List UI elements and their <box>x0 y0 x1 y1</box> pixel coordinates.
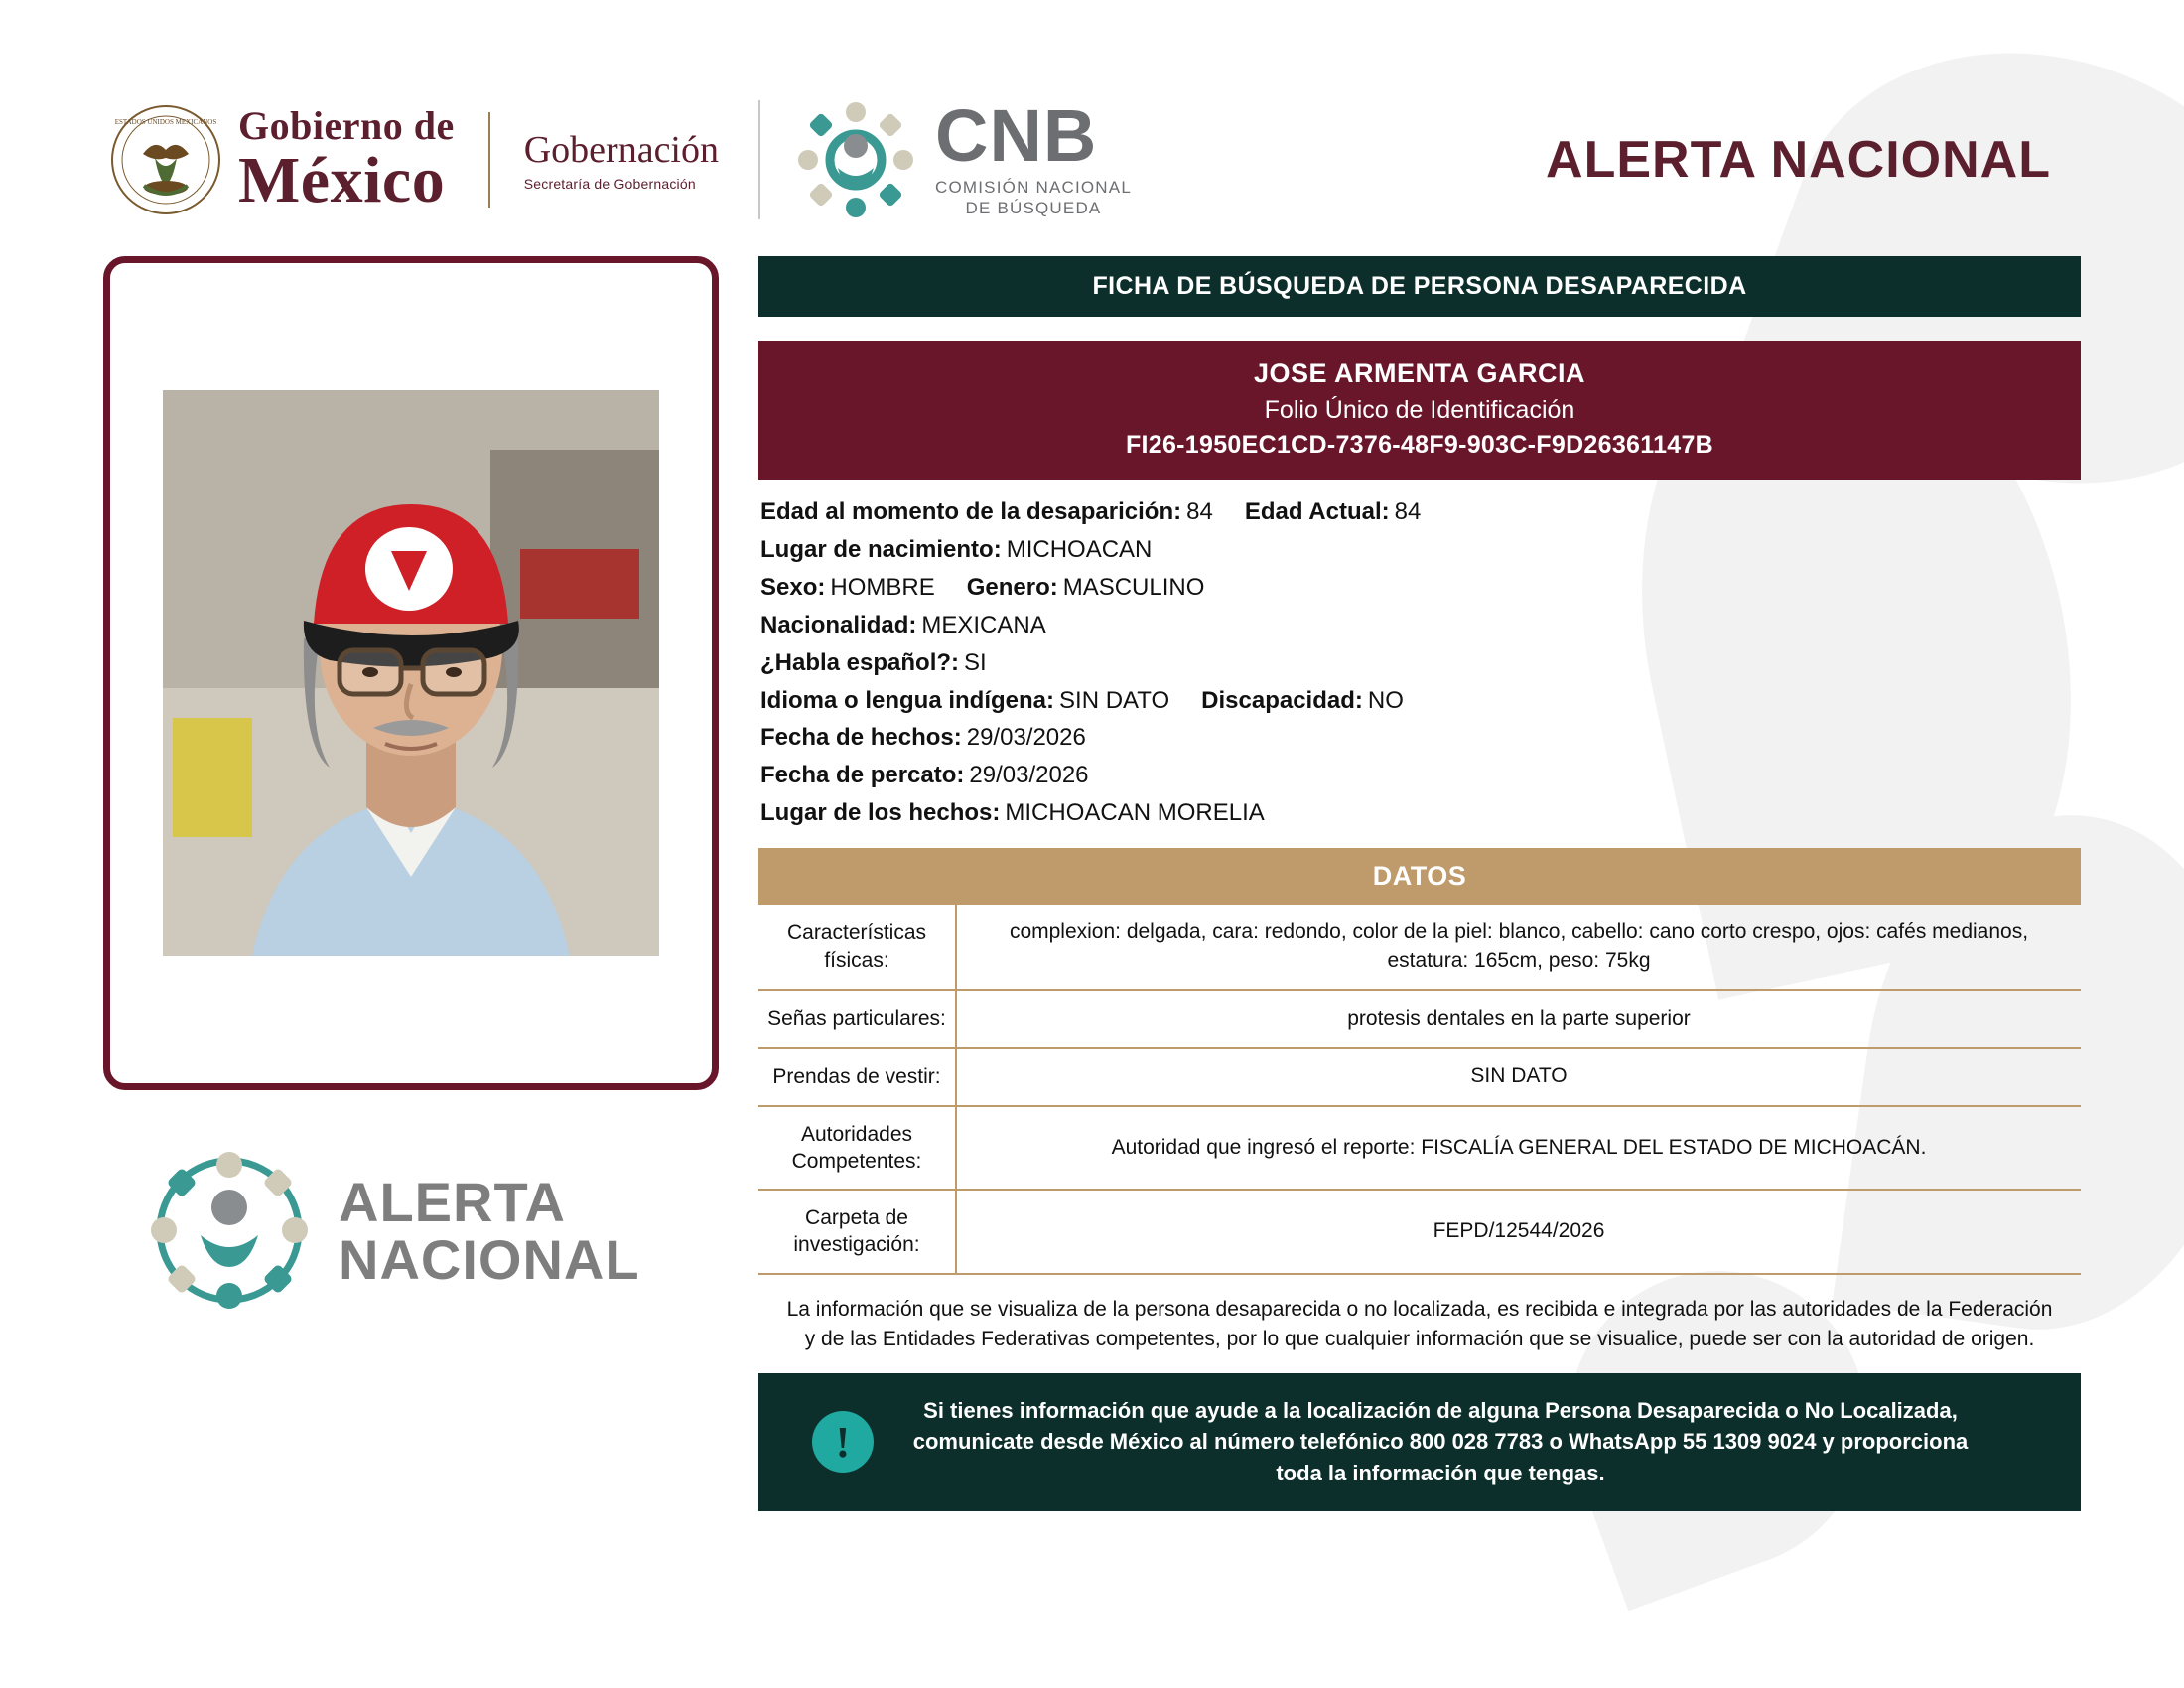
sheet-body <box>103 256 2081 1511</box>
mexico-label: México <box>238 144 446 216</box>
field-row-fecha-percato <box>760 757 2081 794</box>
disclaimer-text: La información que se visualiza de la persona desaparecida o no localizada, es recibida e integrada por las autoridades de la Federación y de las Entidades Federativas competentes, por lo que cualquier información que se visualice, puede ser con la autoridad de origen. <box>786 1297 2053 1351</box>
row-value-caracteristicas-fisicas: complexion: delgada, cara: redondo, color de la piel: blanco, cabello: cano corto crespo, ojos: cafés medianos, estatura: 165cm, peso: 75kg <box>956 905 2081 990</box>
contact-banner <box>758 1373 2081 1512</box>
row-value-carpeta-investigacion: FEPD/12544/2026 <box>956 1190 2081 1274</box>
row-label-prendas-de-vestir: Prendas de vestir: <box>758 1048 956 1105</box>
gobernacion-logo <box>524 128 719 192</box>
alerta-logo-line2: NACIONAL <box>339 1227 640 1291</box>
cnb-name-line2: DE BÚSQUEDA <box>965 199 1102 218</box>
edad-actual-label: Edad Actual: <box>1244 498 1390 525</box>
table-row <box>758 905 2081 990</box>
datos-table <box>758 905 2081 1275</box>
table-row <box>758 990 2081 1048</box>
lugar-nacimiento-value: MICHOACAN <box>1006 535 1153 563</box>
header-divider-2 <box>758 100 760 219</box>
genero-label: Genero: <box>966 573 1058 601</box>
right-column <box>758 256 2081 1511</box>
page-header <box>103 85 2081 234</box>
row-value-autoridades-competentes: Autoridad que ingresó el reporte: FISCALÍA GENERAL DEL ESTADO DE MICHOACÁN. <box>956 1106 2081 1191</box>
field-row-nacionalidad <box>760 607 2081 644</box>
field-row-idioma-discapacidad <box>760 682 2081 720</box>
field-row-sexo-genero <box>760 569 2081 607</box>
edad-desaparicion-value: 84 <box>1186 498 1213 525</box>
edad-desaparicion-label: Edad al momento de la desaparición: <box>760 498 1182 525</box>
person-name: JOSE ARMENTA GARCIA <box>1253 358 1585 388</box>
habla-espanol-label: ¿Habla español?: <box>760 648 960 676</box>
datos-section-header: DATOS <box>758 848 2081 905</box>
lugar-hechos-label: Lugar de los hechos: <box>760 799 1001 827</box>
left-column <box>103 256 719 1511</box>
gobierno-label: Gobierno de <box>238 103 455 148</box>
header-divider-1 <box>488 112 490 208</box>
row-value-senas-particulares: protesis dentales en la parte superior <box>956 990 2081 1048</box>
field-row-habla-espanol <box>760 644 2081 682</box>
field-row-lugar-hechos <box>760 794 2081 832</box>
nacionalidad-value: MEXICANA <box>921 611 1046 638</box>
fecha-hechos-label: Fecha de hechos: <box>760 724 962 752</box>
alerta-emblem-icon <box>143 1144 317 1318</box>
table-row <box>758 1190 2081 1274</box>
gobernacion-label: Gobernación <box>523 129 719 171</box>
nacionalidad-label: Nacionalidad: <box>760 611 917 638</box>
gobernacion-sublabel: Secretaría de Gobernación <box>523 176 696 192</box>
table-row <box>758 1048 2081 1105</box>
idioma-label: Idioma o lengua indígena: <box>760 686 1055 714</box>
person-fields <box>758 493 2081 832</box>
lugar-nacimiento-label: Lugar de nacimiento: <box>760 535 1002 563</box>
fecha-percato-label: Fecha de percato: <box>760 762 965 789</box>
habla-espanol-value: SI <box>964 648 987 676</box>
discapacidad-value: NO <box>1367 686 1404 714</box>
fecha-percato-value: 29/03/2026 <box>969 762 1089 789</box>
folio-value: FI26-1950EC1CD-7376-48F9-903C-F9D26361147B <box>1125 431 1714 459</box>
cnb-name-line1: COMISIÓN NACIONAL <box>935 177 1132 197</box>
mexican-eagle-seal-icon <box>103 102 228 217</box>
table-row <box>758 1106 2081 1191</box>
missing-person-photo <box>163 390 659 956</box>
row-value-prendas-de-vestir: SIN DATO <box>956 1048 2081 1105</box>
sexo-label: Sexo: <box>760 573 826 601</box>
ficha-title-banner: FICHA DE BÚSQUEDA DE PERSONA DESAPARECIDA <box>758 256 2081 317</box>
row-label-autoridades-competentes: Autoridades Competentes: <box>758 1106 956 1191</box>
exclamation-icon: ! <box>812 1411 874 1473</box>
cnb-acronym: CNB <box>935 93 1098 177</box>
sexo-value: HOMBRE <box>830 573 935 601</box>
field-row-edad <box>760 493 2081 531</box>
lugar-hechos-value: MICHOACAN MORELIA <box>1005 799 1265 827</box>
edad-actual-value: 84 <box>1394 498 1422 525</box>
photo-frame <box>103 256 719 1090</box>
contact-text: Si tienes información que ayude a la localización de alguna Persona Desaparecida o No Localizada, comunicate desde México al número telefónico 800 028 7783 o WhatsApp 55 1309 9024 y proporciona toda la información que tengas. <box>912 1397 1969 1486</box>
discapacidad-label: Discapacidad: <box>1201 686 1363 714</box>
alerta-nacional-heading: ALERTA NACIONAL <box>1546 131 2051 189</box>
fecha-hechos-value: 29/03/2026 <box>966 724 1086 752</box>
gobierno-de-mexico-logo <box>103 102 455 217</box>
idioma-value: SIN DATO <box>1059 686 1170 714</box>
row-label-senas-particulares: Señas particulares: <box>758 990 956 1048</box>
alerta-nacional-logo <box>143 1144 719 1318</box>
person-identity-banner <box>758 341 2081 480</box>
folio-label: Folio Único de Identificación <box>1264 396 1575 424</box>
field-row-fecha-hechos <box>760 719 2081 757</box>
alerta-logo-line1: ALERTA <box>339 1170 566 1233</box>
cnb-logo <box>790 94 1132 225</box>
row-label-carpeta-investigacion: Carpeta de investigación: <box>758 1190 956 1274</box>
field-row-lugar-nacimiento <box>760 531 2081 569</box>
svg-text:ESTADOS UNIDOS MEXICANOS: ESTADOS UNIDOS MEXICANOS <box>114 118 217 126</box>
row-label-caracteristicas-fisicas: Características físicas: <box>758 905 956 990</box>
cnb-emblem-icon <box>790 94 921 225</box>
genero-value: MASCULINO <box>1062 573 1205 601</box>
